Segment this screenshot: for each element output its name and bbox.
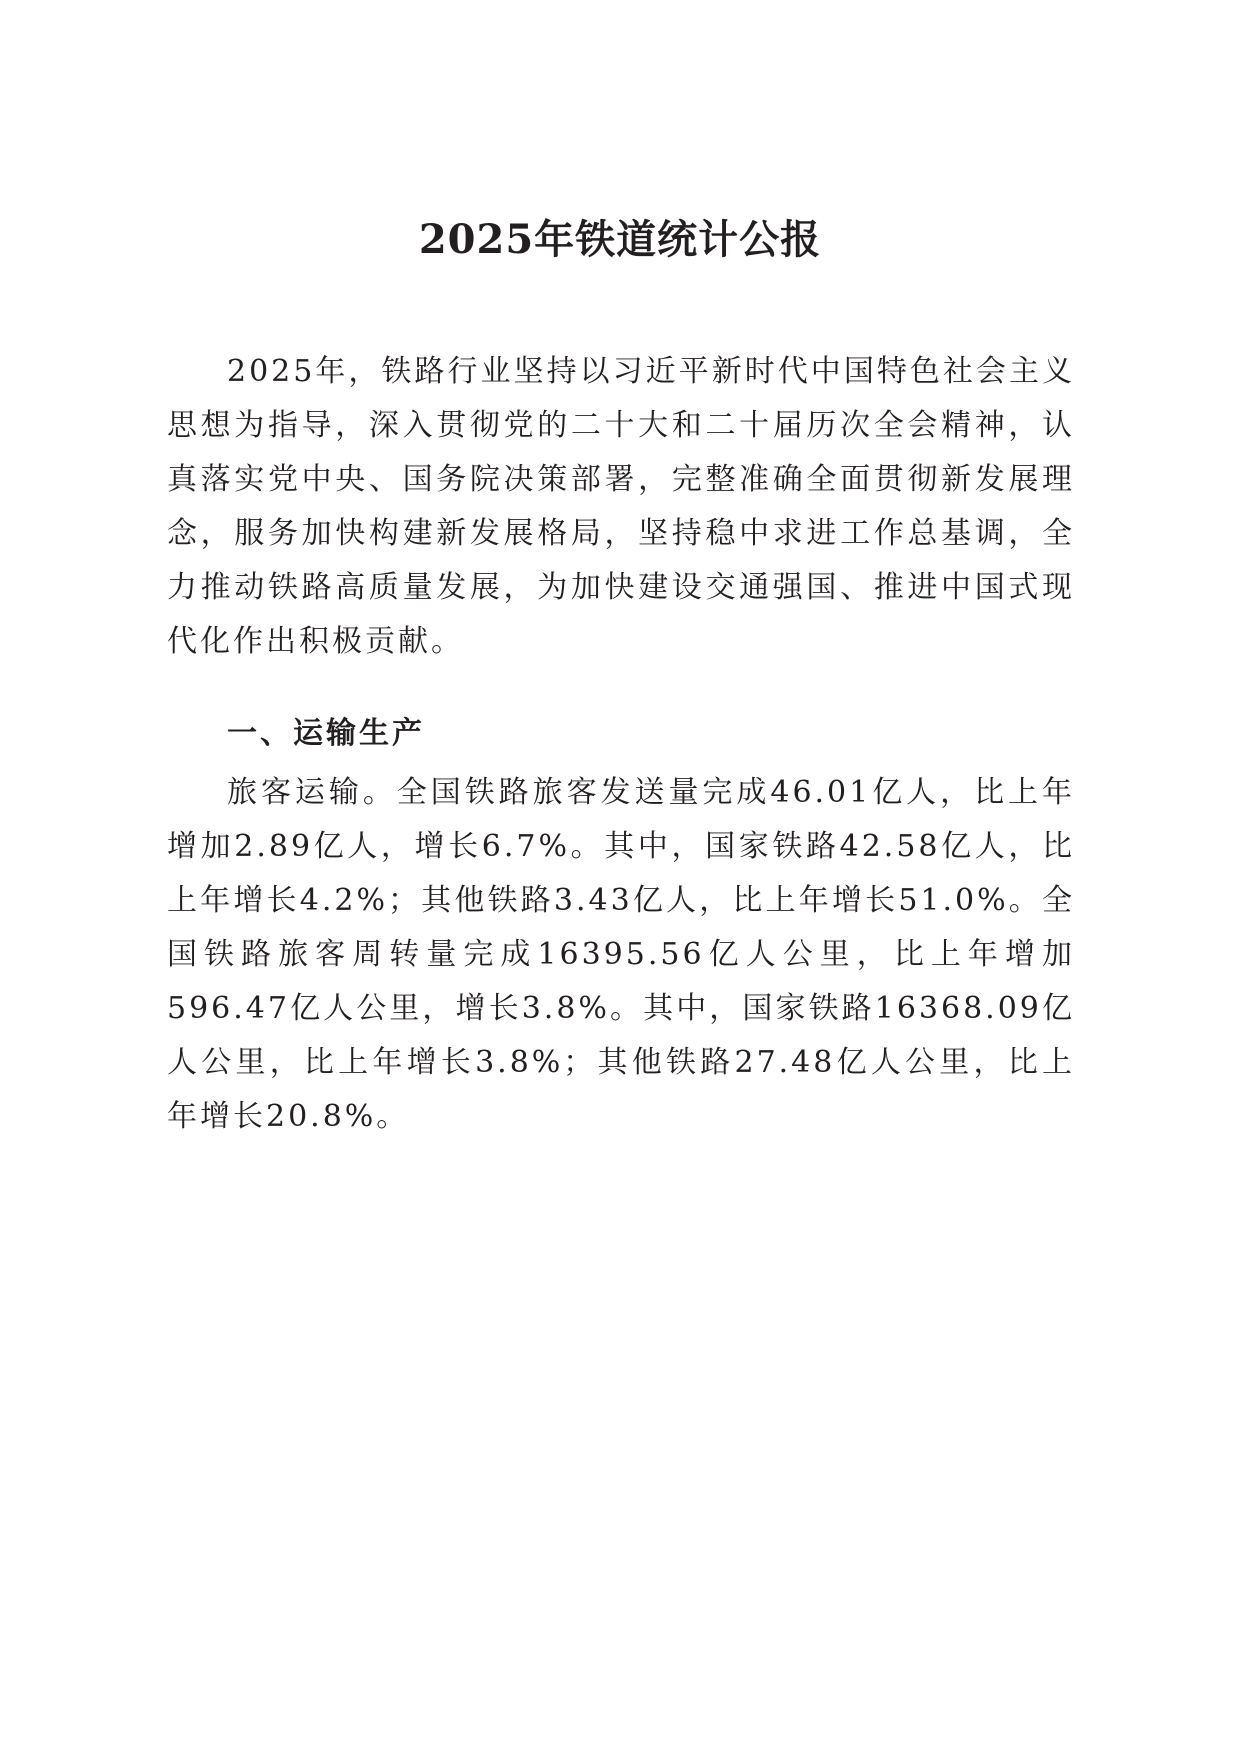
passenger-transport-paragraph: 旅客运输。全国铁路旅客发送量完成46.01亿人，比上年增加2.89亿人，增长6.7%。其中，国家铁路42.58亿人，比上年增长4.2%；其他铁路3.43亿人，比上年增长51.0%。全国铁路旅客周转量完成16395.56亿人公里，比上年增加596.47亿人公里，增长3.8%。其中，国家铁路16368.09亿人公里，比上年增长3.8%；其他铁路27.48亿人公里，比上年增长20.8%。	[167, 775, 1075, 1134]
section-heading-transport-production: 一、运输生产	[227, 716, 425, 751]
document-title: 2025年铁道统计公报	[418, 216, 822, 263]
intro-paragraph: 2025年，铁路行业坚持以习近平新时代中国特色社会主义思想为指导，深入贯彻党的二十大和二十届历次全会精神，认真落实党中央、国务院决策部署，完整准确全面贯彻新发展理念，服务加快构建新发展格局，坚持稳中求进工作总基调，全力推动铁路高质量发展，为加快建设交通强国、推进中国式现代化作出积极贡献。	[167, 354, 1075, 659]
